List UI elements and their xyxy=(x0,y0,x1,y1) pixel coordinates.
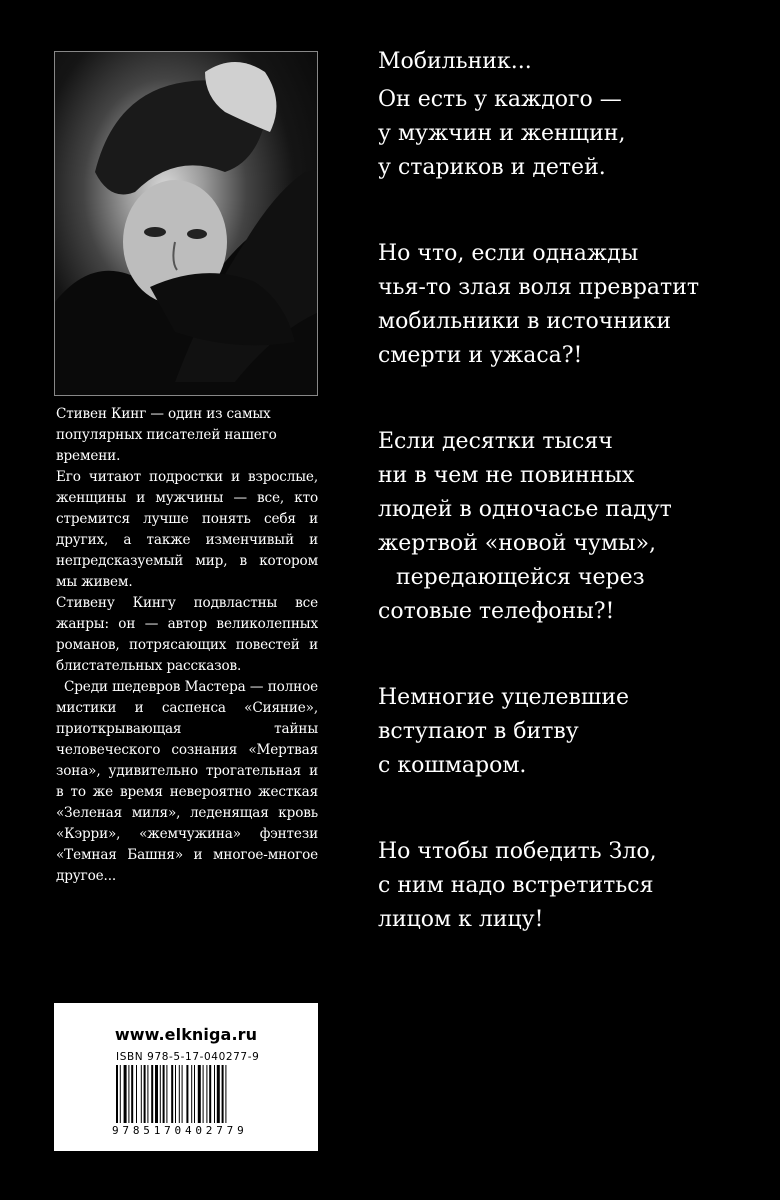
blurb-line: с ним надо встретиться xyxy=(378,873,654,898)
blurb-line: вступают в битву xyxy=(378,719,579,744)
blurb-line: с кошмаром. xyxy=(378,753,527,778)
bio-paragraph: Стивен Кинг — один из самых популярных писателей нашего времени. xyxy=(56,406,277,464)
barcode-bar xyxy=(128,1065,129,1123)
barcode-bar xyxy=(198,1065,201,1123)
barcode-bar xyxy=(131,1065,133,1123)
barcode-bar xyxy=(166,1065,167,1123)
blurb-line: мобильники в источники xyxy=(378,309,672,334)
barcode-bar xyxy=(136,1065,137,1123)
barcode-bar xyxy=(217,1065,220,1123)
barcode-bar xyxy=(124,1065,127,1123)
barcode-bar xyxy=(222,1065,224,1123)
blurb-line: Если десятки тысяч xyxy=(378,429,613,454)
back-cover-blurb xyxy=(378,45,758,937)
barcode-bar xyxy=(116,1065,118,1123)
barcode-bar xyxy=(182,1065,183,1123)
barcode-bar xyxy=(155,1065,158,1123)
blurb-block xyxy=(378,425,758,629)
blurb-line: у мужчин и женщин, xyxy=(378,121,626,146)
barcode-digits: 9785170402779 xyxy=(112,1124,248,1137)
blurb-line: людей в одночасье падут xyxy=(378,497,672,522)
bio-paragraph: Стивену Кингу подвластны все жанры: он — автор великолепных романов, потрясающих повестей и блистательных рассказов. xyxy=(56,595,318,674)
barcode-bar xyxy=(214,1065,215,1123)
author-photo xyxy=(54,51,318,396)
blurb-line: Мобильник... xyxy=(378,49,532,74)
barcode-bars xyxy=(116,1065,256,1123)
barcode-bar xyxy=(151,1065,153,1123)
barcode-bar xyxy=(194,1065,195,1123)
blurb-block xyxy=(378,835,758,937)
barcode-bar xyxy=(175,1065,176,1123)
bio-paragraph: Его читают подростки и взрослые, женщины и мужчины — все, кто стремится лучше понять себя и других, а также изменчивый и непредсказуемый мир, в котором мы живем. xyxy=(56,469,318,590)
author-bio xyxy=(56,404,318,887)
barcode-bar xyxy=(163,1065,165,1123)
blurb-line: Но что, если однажды xyxy=(378,241,639,266)
barcode-bar xyxy=(179,1065,180,1123)
publisher-website: www.elknіga.ru xyxy=(114,1025,258,1044)
blurb-line: Но чтобы победить Зло, xyxy=(378,839,657,864)
blurb-line: ни в чем не повинных xyxy=(378,463,635,488)
blurb-line: сотовые телефоны?! xyxy=(378,599,615,624)
barcode-bar xyxy=(147,1065,148,1123)
barcode-bar xyxy=(191,1065,192,1123)
blurb-block xyxy=(378,45,758,79)
barcode-bar xyxy=(203,1065,204,1123)
barcode-bar xyxy=(209,1065,211,1123)
blurb-line: смерти и ужаса?! xyxy=(378,343,583,368)
barcode-bar xyxy=(225,1065,226,1123)
blurb-line: чья-то злая воля превратит xyxy=(378,275,700,300)
barcode-bar xyxy=(171,1065,173,1123)
barcode-bar xyxy=(120,1065,121,1123)
bio-paragraph: Среди шедевров Мастера — полное мистики и саспенса «Сияние», приоткрывающая тайны человеческого сознания «Мертвая зона», удивительно трогательная и в то же время невероятно жесткая «Зеленая миля», леденящая кровь «Кэрри», «жемчужина» фэнтези «Темная Башня» и многое-многое другое... xyxy=(56,679,318,884)
blurb-block xyxy=(378,83,758,185)
barcode-label xyxy=(54,1003,318,1151)
barcode-bar xyxy=(186,1065,188,1123)
blurb-line: передающейся через xyxy=(396,565,645,590)
isbn-text: ISBN 978-5-17-040277-9 xyxy=(116,1051,260,1063)
barcode-bar xyxy=(141,1065,142,1123)
blurb-line: Немногие уцелевшие xyxy=(378,685,630,710)
blurb-line: Он есть у каждого — xyxy=(378,87,622,112)
barcode-bar xyxy=(206,1065,207,1123)
barcode-bar xyxy=(160,1065,161,1123)
blurb-line: лицом к лицу! xyxy=(378,907,544,932)
blurb-block xyxy=(378,237,758,373)
blurb-line: у стариков и детей. xyxy=(378,155,606,180)
blurb-line: жертвой «новой чумы», xyxy=(378,531,657,556)
blurb-block xyxy=(378,681,758,783)
barcode-bar xyxy=(144,1065,146,1123)
